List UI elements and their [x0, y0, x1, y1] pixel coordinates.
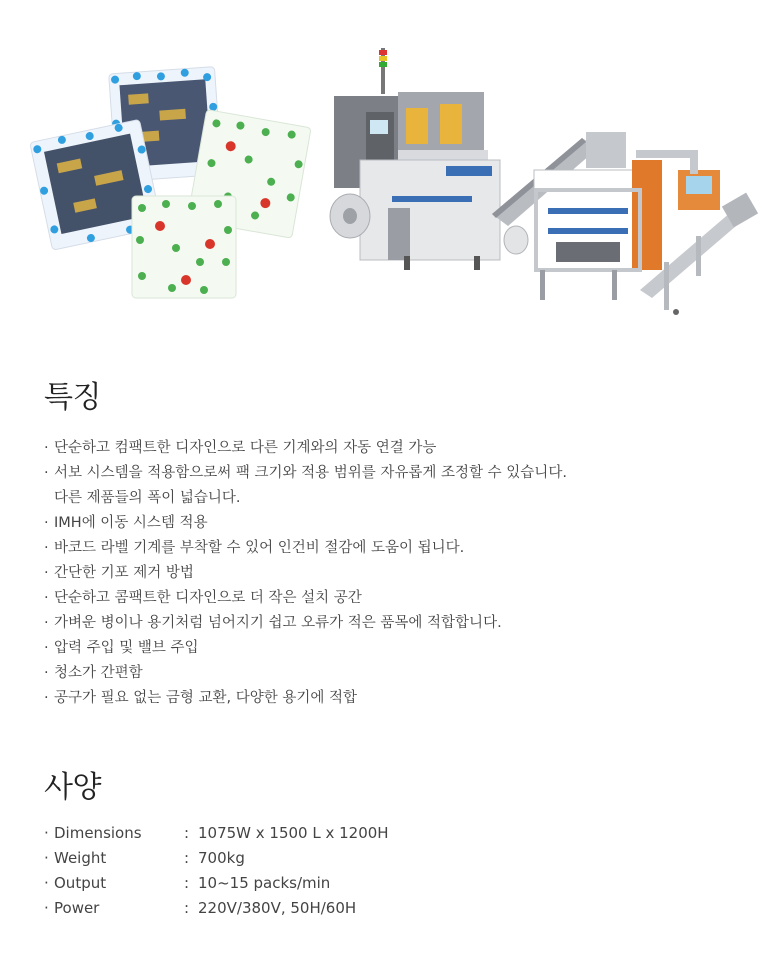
spec-key: · Dimensions [44, 820, 184, 845]
spec-colon: : [184, 823, 190, 842]
feature-item: · 공구가 필요 없는 금형 교환, 다양한 용기에 적합 [44, 686, 567, 711]
spec-colon: : [184, 873, 190, 892]
feature-item: · 청소가 간편함 [44, 661, 567, 686]
spec-key: · Output [44, 870, 184, 895]
feature-item: · 단순하고 콤팩트한 디자인으로 더 작은 설치 공간 [44, 586, 567, 611]
feature-item: · 압력 주입 및 밸브 주입 [44, 636, 567, 661]
feature-item: · 간단한 기포 제거 방법 [44, 561, 567, 586]
feature-item: · 가벼운 병이나 용기처럼 넘어지기 쉽고 오류가 적은 품목에 적합합니다. [44, 611, 567, 636]
spec-value: 700kg [198, 848, 245, 867]
feature-item: · 서보 시스템을 적용함으로써 팩 크기와 적용 범위를 자유롭게 조정할 수 있습니다. 다른 제품들의 폭이 넓습니다. [44, 461, 567, 511]
specs-table [44, 820, 389, 920]
spec-row [44, 820, 389, 845]
product-illustration [0, 0, 780, 340]
spec-value: 10~15 packs/min [198, 873, 331, 892]
packaged-products [30, 67, 311, 298]
feature-item: · 바코드 라벨 기계를 부착할 수 있어 인건비 절감에 도움이 됩니다. [44, 536, 567, 561]
feature-item: · 단순하고 컴팩트한 디자인으로 다른 기계와의 자동 연결 가능 [44, 436, 567, 461]
spec-colon: : [184, 898, 190, 917]
spec-row [44, 845, 389, 870]
spec-row [44, 895, 389, 920]
spec-key: · Weight [44, 845, 184, 870]
product-photo [0, 0, 780, 340]
feature-item: · IMH에 이동 시스템 적용 [44, 511, 567, 536]
spec-value: 220V/380V, 50H/60H [198, 898, 357, 917]
spec-colon: : [184, 848, 190, 867]
spec-key: · Power [44, 895, 184, 920]
features-list [44, 436, 567, 711]
spec-value: 1075W x 1500 L x 1200H [198, 823, 389, 842]
packaging-machine [330, 48, 758, 315]
specs-title: 사양 [44, 770, 101, 805]
features-title: 특징 [44, 380, 101, 415]
spec-row [44, 870, 389, 895]
